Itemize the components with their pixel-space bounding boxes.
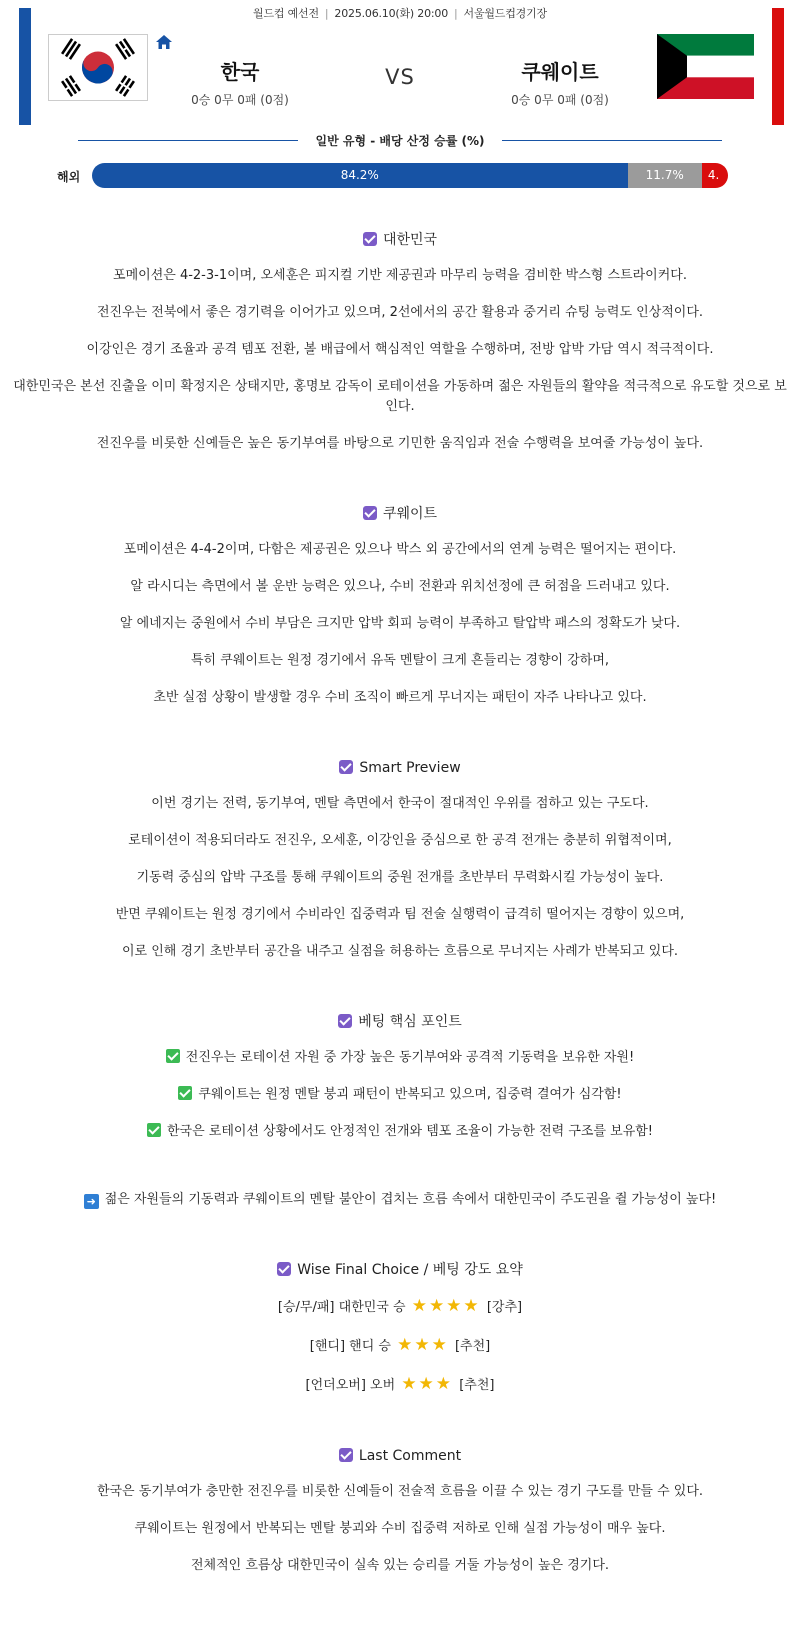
paragraph: 이로 인해 경기 초반부터 공간을 내주고 실점을 허용하는 흐름으로 무너지는 사례가 반복되고 있다.	[121, 944, 679, 959]
paragraph: 알 라시디는 측면에서 볼 운반 능력은 있으나, 수비 전환과 위치선정에 큰 허점을 드러내고 있다.	[130, 579, 670, 594]
korea-section-title: 대한민국	[382, 232, 438, 248]
green-check-icon	[147, 1123, 161, 1137]
paragraph: 쿠웨이트는 원정에서 반복되는 멘탈 붕괴와 수비 집중력 저하로 인해 실점 가능성이 매우 높다.	[134, 1521, 666, 1536]
star-rating-icon: ★★★	[397, 1335, 449, 1355]
comment-section	[0, 1444, 800, 1576]
preview-section	[0, 756, 800, 962]
section-heading	[0, 228, 800, 252]
green-check-icon	[166, 1049, 180, 1063]
comment-section-title: Last Comment	[358, 1448, 462, 1464]
odds-divider-right	[502, 140, 722, 141]
paragraph: 초반 실점 상황이 발생할 경우 수비 조직이 빠르게 무너지는 패턴이 자주 나타나고 있다.	[153, 690, 647, 705]
home-team-record: 0승 0무 0패 (0점)	[191, 93, 289, 107]
checkbox-icon	[363, 506, 377, 520]
home-icon	[155, 33, 173, 51]
kuwait-section-title: 쿠웨이트	[382, 506, 438, 522]
analysis-content	[0, 228, 800, 1576]
odds-lose-segment: 4.	[702, 163, 728, 188]
paragraph: 특히 쿠웨이트는 원정 경기에서 유독 멘탈이 크게 흔들리는 경향이 강하며,	[190, 653, 610, 668]
section-heading	[0, 1444, 800, 1468]
paragraph: 반면 쿠웨이트는 원정 경기에서 수비라인 집중력과 팀 전술 실행력이 급격히 떨어지는 경향이 있으며,	[115, 907, 685, 922]
home-color-bar	[19, 8, 31, 125]
checkbox-icon	[338, 1014, 352, 1028]
paragraph: 포메이션은 4-2-3-1이며, 오세훈은 피지컬 기반 제공권과 마무리 능력을 겸비한 박스형 스트라이커다.	[113, 268, 687, 283]
section-heading	[0, 1010, 800, 1034]
section-heading	[0, 502, 800, 526]
home-team-name: 한국	[220, 60, 260, 84]
point-item: 쿠웨이트는 원정 멘탈 붕괴 패턴이 반복되고 있으며, 집중력 결여가 심각함!	[0, 1085, 800, 1105]
arrow-right-icon: ➜	[84, 1194, 99, 1209]
preview-section-title: Smart Preview	[359, 760, 461, 776]
paragraph: 포메이션은 4-4-2이며, 다함은 제공권은 있으나 박스 외 공간에서의 연계 능력은 떨어지는 편이다.	[123, 542, 677, 557]
competition: 월드컵 예선전	[253, 7, 319, 20]
paragraph: 전진우를 비롯한 신예들은 높은 동기부여를 바탕으로 기민한 움직임과 전술 수행력을 보여줄 가능성이 높다.	[96, 436, 704, 451]
conclusion: ➜ 젊은 자원들의 기동력과 쿠웨이트의 멘탈 불안이 겹치는 흐름 속에서 대한민국이 주도권을 쥘 가능성이 높다!	[0, 1190, 800, 1210]
paragraph: 알 에네지는 중원에서 수비 부담은 크지만 압박 회피 능력이 부족하고 탈압박 패스의 정확도가 낮다.	[119, 616, 681, 631]
match-header	[0, 0, 800, 130]
paragraph: 전체적인 흐름상 대한민국이 실속 있는 승리를 거둘 가능성이 높은 경기다.	[190, 1558, 610, 1573]
kuwait-section	[0, 502, 800, 708]
paragraph: 로테이션이 적용되더라도 전진우, 오세훈, 이강인을 중심으로 한 공격 전개는 충분히 위협적이며,	[128, 833, 672, 848]
korea-section	[0, 228, 800, 454]
away-team-name: 쿠웨이트	[521, 60, 599, 84]
point-item: 전진우는 로테이션 자원 중 가장 높은 동기부여와 공격적 기동력을 보유한 자원!	[0, 1048, 800, 1068]
checkbox-icon	[363, 232, 377, 246]
paragraph: 이번 경기는 전력, 동기부여, 멘탈 측면에서 한국이 절대적인 우위를 점하고 있는 구도다.	[151, 796, 649, 811]
away-color-bar	[772, 8, 784, 125]
section-heading	[0, 1258, 800, 1282]
choice-section-title: Wise Final Choice / 베팅 강도 요약	[297, 1262, 523, 1278]
odds-title: 일반 유형 - 배당 산정 승률 (%)	[315, 134, 485, 148]
korea-flag	[48, 34, 148, 101]
checkbox-icon	[339, 1448, 353, 1462]
paragraph: 한국은 동기부여가 충만한 전진우를 비롯한 신예들이 전술적 흐름을 이끌 수 있는 경기 구도를 만들 수 있다.	[96, 1484, 704, 1499]
pick-row: [승/무/패] 대한민국 승 ★★★★ [강추]	[277, 1296, 523, 1316]
points-section	[0, 1010, 800, 1210]
match-datetime: 2025.06.10(화) 20:00	[334, 7, 449, 20]
paragraph: 전진우는 전북에서 좋은 경기력을 이어가고 있으며, 2선에서의 공간 활용과 중거리 슈팅 능력도 인상적이다.	[96, 305, 704, 320]
checkbox-icon	[277, 1262, 291, 1276]
checkbox-icon	[339, 760, 353, 774]
paragraph: 이강인은 경기 조율과 공격 템포 전환, 볼 배급에서 핵심적인 역할을 수행하며, 전방 압박 가담 역시 적극적이다.	[86, 342, 714, 357]
away-team-record: 0승 0무 0패 (0점)	[511, 93, 609, 107]
section-heading	[0, 756, 800, 780]
pick-row: [언더오버] 오버 ★★★ [추천]	[305, 1374, 495, 1394]
venue: 서울월드컵경기장	[463, 7, 547, 20]
match-info: 월드컵 예선전 | 2025.06.10(화) 20:00 | 서울월드컵경기장	[253, 7, 547, 20]
point-item: 한국은 로테이션 상황에서도 안정적인 전개와 템포 조율이 가능한 전력 구조를 보유함!	[0, 1122, 800, 1142]
odds-divider-left	[78, 140, 298, 141]
odds-draw-segment: 11.7%	[628, 163, 702, 188]
star-rating-icon: ★★★	[401, 1374, 454, 1394]
odds-bar	[92, 163, 728, 188]
points-section-title: 베팅 핵심 포인트	[358, 1014, 462, 1030]
paragraph: 기동력 중심의 압박 구조를 통해 쿠웨이트의 중원 전개를 초반부터 무력화시킬 가능성이 높다.	[136, 870, 664, 885]
choice-section	[0, 1258, 800, 1396]
odds-win-segment: 84.2%	[92, 163, 628, 188]
odds-source-label: 해외	[57, 170, 81, 184]
kuwait-flag	[657, 34, 754, 99]
vs-label: VS	[385, 65, 415, 89]
green-check-icon	[178, 1086, 192, 1100]
pick-row: [핸디] 핸디 승 ★★★ [추천]	[309, 1335, 491, 1355]
star-rating-icon: ★★★★	[411, 1296, 481, 1316]
paragraph: 대한민국은 본선 진출을 이미 확정지은 상태지만, 홍명보 감독이 로테이션을 가동하며 젊은 자원들의 활약을 적극적으로 유도할 것으로 보인다.	[13, 379, 787, 414]
